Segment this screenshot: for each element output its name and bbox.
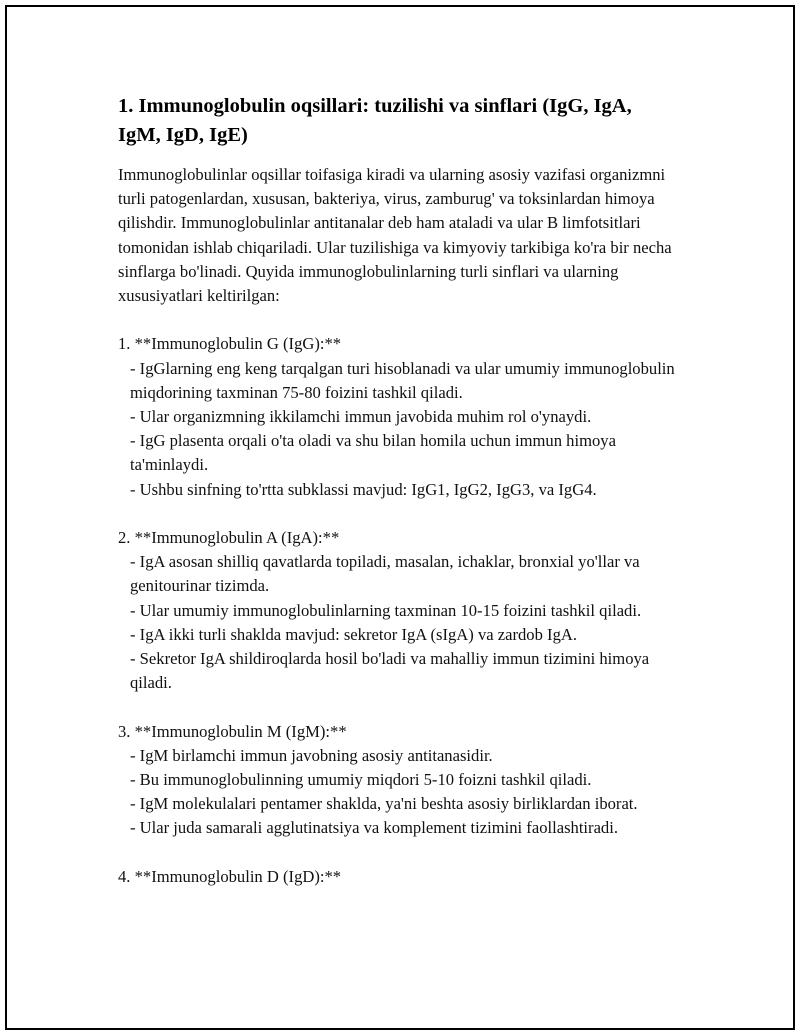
section-igm — [118, 720, 678, 841]
list-item: - Bu immunoglobulinning umumiy miqdori 5-10 foizni tashkil qiladi. — [130, 770, 592, 790]
paragraph-spacer — [118, 308, 678, 332]
list-item: - Ushbu sinfning to'rtta subklassi mavjud: IgG1, IgG2, IgG3, va IgG4. — [130, 479, 597, 499]
list-item: - IgGlarning eng keng tarqalgan turi hisoblanadi va ular umumiy immunoglobulin miqdorining taxminan 75-80 foizini tashkil qiladi. — [130, 358, 679, 402]
document-title: 1. Immunoglobulin oqsillari: tuzilishi va sinflari (IgG, IgA, IgM, IgD, IgE) — [118, 95, 632, 146]
list-item: - Ular juda samarali agglutinatsiya va komplement tizimini faollashtiradi. — [130, 818, 618, 838]
paragraph-spacer — [118, 695, 678, 719]
list-item: - Ular umumiy immunoglobulinlarning taxminan 10-15 foizini tashkil qiladi. — [130, 600, 642, 620]
section-iga — [118, 526, 678, 695]
list-item: - IgM birlamchi immun javobning asosiy antitanasidir. — [130, 745, 493, 765]
list-item: - IgA ikki turli shaklda mavjud: sekretor IgA (sIgA) va zardob IgA. — [130, 624, 578, 644]
paragraph-spacer — [118, 841, 678, 865]
section-heading: 1. **Immunoglobulin G (IgG):** — [118, 334, 342, 354]
section-heading: 3. **Immunoglobulin M (IgM):** — [118, 721, 347, 741]
section-heading: 4. **Immunoglobulin D (IgD):** — [118, 866, 342, 886]
section-heading: 2. **Immunoglobulin A (IgA):** — [118, 528, 340, 548]
paragraph-spacer — [118, 502, 678, 526]
list-item: - IgM molekulalari pentamer shaklda, ya'ni beshta asosiy birliklardan iborat. — [130, 794, 638, 814]
list-item: - Sekretor IgA shildiroqlarda hosil bo'ladi va mahalliy immun tizimini himoya qiladi. — [130, 649, 654, 693]
document-body — [118, 92, 678, 889]
list-item: - IgG plasenta orqali o'ta oladi va shu bilan homila uchun immun himoya ta'minlaydi. — [130, 431, 621, 475]
section-igg — [118, 332, 678, 501]
list-item: - IgA asosan shilliq qavatlarda topiladi, masalan, ichaklar, bronxial yo'llar va genitourinar tizimda. — [130, 552, 644, 596]
section-igd — [118, 865, 678, 889]
list-item: - Ular organizmning ikkilamchi immun javobida muhim rol o'ynaydi. — [130, 407, 592, 427]
intro-paragraph: Immunoglobulinlar oqsillar toifasiga kiradi va ularning asosiy vazifasi organizmni turli patogenlardan, xususan, bakteriya, virus, zamburug' va toksinlardan himoya qilishdir. Immunoglobulinlar antitanalar deb ham ataladi va ular B limfotsitlari tomonidan ishlab chiqariladi. Ular tuzilishiga va kimyoviy tarkibiga ko'ra bir necha sinflarga bo'linadi. Quyida immunoglobulinlarning turli sinflari va ularning xususiyatlari keltirilgan: — [118, 165, 672, 306]
